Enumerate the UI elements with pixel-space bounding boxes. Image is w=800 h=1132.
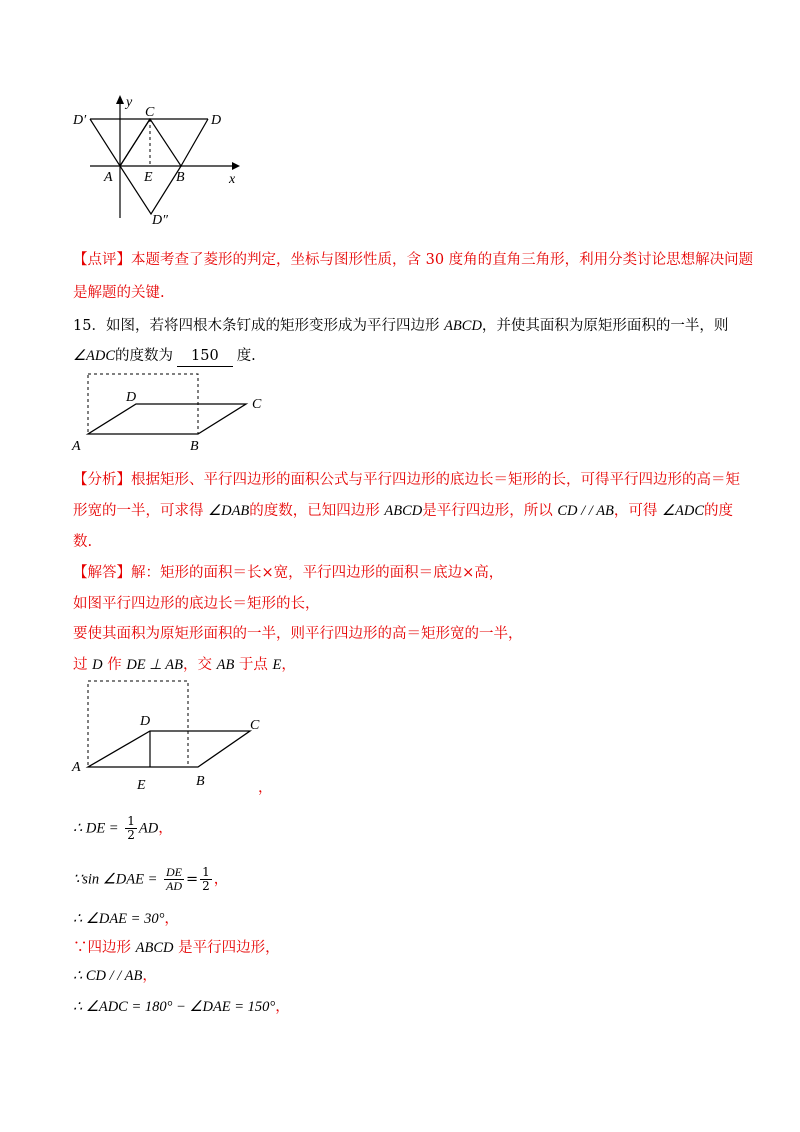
step-1	[73, 815, 173, 842]
solution-line-2: 如图平行四边形的底边长＝矩形的长，	[73, 596, 320, 612]
solution-perp: DE ⊥ AB	[126, 657, 183, 673]
analysis-angle-dab: ∠DAB	[208, 503, 250, 519]
label-c: C	[145, 105, 155, 120]
analysis-text-2d: ，可得	[613, 503, 658, 519]
question-number: 15．	[73, 318, 106, 334]
frac-num: 1	[127, 814, 135, 828]
solution-text-4a: 过	[73, 657, 88, 673]
step-6-end: ，	[275, 999, 290, 1015]
analysis-text-2b: 的度数，已知四边形	[249, 503, 380, 519]
step-3-text: ∴ ∠DAE = 30°	[73, 911, 165, 927]
label-b: B	[190, 439, 199, 454]
question-15-line-1	[73, 316, 728, 336]
zigzag-lines	[90, 119, 208, 166]
step-6	[73, 997, 290, 1017]
step-1-lhs: ∴ DE =	[73, 820, 119, 837]
figure-parallelogram-q15	[68, 368, 278, 458]
solution-e: E	[272, 657, 282, 673]
step-3	[73, 909, 179, 929]
parallelogram	[88, 404, 246, 434]
comment-line-1	[73, 250, 753, 270]
solution-line-3: 要使其面积为原矩形面积的一半，则平行四边形的高＝矩形宽的一半，	[73, 626, 523, 642]
solution-ab: AB	[216, 657, 235, 673]
label-d: D	[140, 714, 151, 729]
step-4-b: 是平行四边形，	[178, 940, 280, 956]
y-axis-label: y	[126, 95, 133, 110]
question-15-line-2	[73, 346, 256, 367]
comment-tag: 【点评】	[73, 252, 131, 268]
answer-blank: 150	[177, 346, 233, 367]
analysis-text-2a: 形宽的一半，可求得	[73, 503, 204, 519]
label-b: B	[176, 170, 185, 185]
solution-text-4end: ，	[281, 657, 296, 673]
label-a: A	[72, 439, 81, 454]
line-a-c	[120, 119, 150, 166]
step-1-end: ，	[158, 820, 173, 837]
step-6-text: ∴ ∠ADC = 180° − ∠DAE = 150°	[73, 999, 276, 1015]
frac-num: 1	[202, 865, 210, 879]
solution-tag: 【解答】	[73, 565, 131, 581]
label-a: A	[72, 760, 81, 775]
step-2	[73, 866, 228, 893]
analysis-cd-ab: CD / / AB	[557, 503, 614, 519]
label-b: B	[196, 774, 205, 789]
solution-text-4e1: 于点	[238, 657, 268, 673]
label-e: E	[144, 170, 153, 185]
step-5-end: ，	[142, 968, 157, 984]
step-2-eq: =	[185, 871, 199, 888]
question-text-d: 度.	[236, 348, 256, 364]
parallelogram	[88, 731, 250, 767]
label-d-double-prime: D″	[152, 213, 168, 228]
analysis-angle-adc: ∠ADC	[662, 503, 705, 519]
solution-text-1: 解：矩形的面积＝长×宽，平行四边形的面积＝底边×高，	[131, 565, 504, 581]
question-angle-adc: ∠ADC	[73, 348, 115, 364]
frac-den: 2	[127, 828, 135, 842]
label-e: E	[137, 778, 146, 793]
label-a: A	[104, 170, 113, 185]
step-5-text: ∴ CD / / AB	[73, 968, 143, 984]
step-2-lhs: ∵sin ∠DAE =	[73, 871, 158, 888]
analysis-line-2	[73, 501, 733, 521]
label-d: D	[126, 390, 137, 405]
comment-line-2: 是解题的关键.	[73, 285, 165, 301]
analysis-abcd: ABCD	[384, 503, 423, 519]
analysis-line-1	[73, 470, 740, 490]
step-5	[73, 966, 157, 986]
solution-text-4b: 作	[107, 657, 122, 673]
question-abcd: ABCD	[444, 318, 482, 334]
solution-d: D	[92, 657, 103, 673]
step-3-end: ，	[164, 911, 179, 927]
y-axis-arrow	[116, 95, 124, 104]
label-d: D	[211, 113, 222, 128]
frac-den: AD	[165, 879, 182, 893]
step-1-rhs: AD	[138, 820, 159, 837]
x-axis-arrow	[232, 162, 240, 170]
step-2-fraction-1	[164, 866, 184, 893]
frac-den: 2	[202, 879, 210, 893]
comment-text-1: 本题考查了菱形的判定，坐标与图形性质，含 30 度角的直角三角形，利用分类讨论思想解决问题	[131, 252, 754, 268]
label-c: C	[250, 718, 260, 733]
frac-num: DE	[165, 865, 182, 879]
step-4-abcd: ABCD	[135, 940, 174, 956]
solution-line-4	[73, 655, 296, 675]
label-d-prime: D′	[73, 113, 87, 128]
step-2-end: ，	[213, 871, 229, 888]
step-1-fraction	[125, 815, 137, 842]
x-axis-label: x	[229, 172, 236, 187]
dashed-rectangle	[88, 681, 188, 767]
question-text-c: 的度数为	[115, 348, 173, 364]
step-2-fraction-2	[200, 866, 212, 893]
question-text-a: 如图，若将四根木条钉成的矩形变形成为平行四边形	[105, 318, 440, 334]
analysis-text-2c: 是平行四边形，所以	[422, 503, 553, 519]
solution-line-1	[73, 563, 503, 583]
analysis-text-1: 根据矩形、平行四边形的面积公式与平行四边形的底边长＝矩形的长，可得平行四边形的高＝矩	[131, 472, 740, 488]
analysis-tag: 【分析】	[73, 472, 131, 488]
figure-parallelogram-solution	[68, 675, 278, 795]
solution-text-4c: ，交	[182, 657, 212, 673]
analysis-text-2e: 的度	[704, 503, 734, 519]
question-text-b: ，并使其面积为原矩形面积的一半，则	[481, 318, 729, 334]
figure-rhombus-coordinate	[70, 90, 250, 230]
label-c: C	[252, 397, 262, 412]
step-4-a: ∵四边形	[73, 940, 131, 956]
analysis-line-3: 数.	[73, 534, 93, 550]
figure-3-comma: ，	[258, 780, 273, 796]
step-4	[73, 938, 280, 958]
